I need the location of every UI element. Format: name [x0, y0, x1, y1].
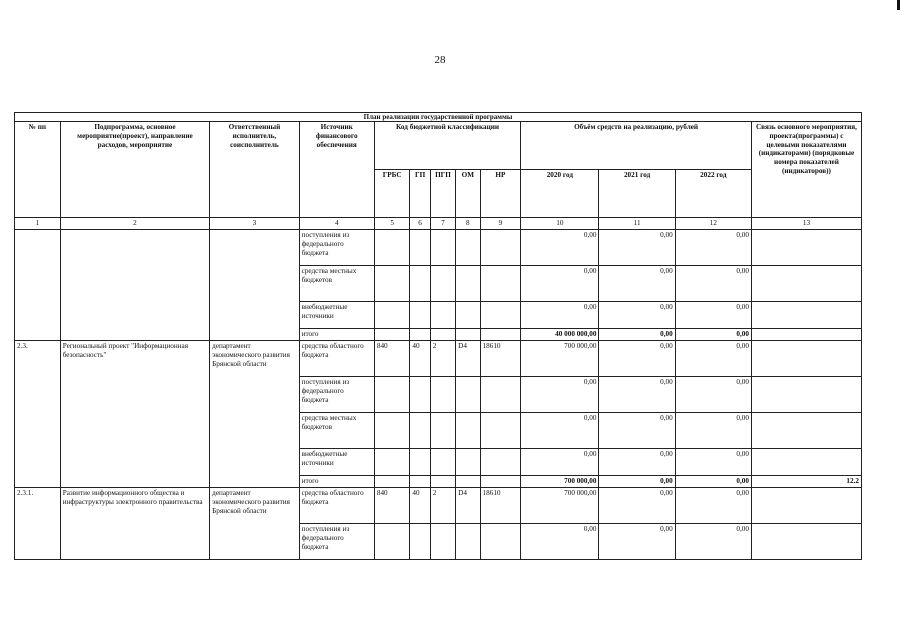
cell-nr: [480, 230, 521, 266]
column-number: 6: [410, 218, 430, 230]
cell-2020: 0,00: [521, 413, 599, 449]
cell-om: [456, 266, 480, 302]
column-number: 9: [480, 218, 521, 230]
cell-2020: 0,00: [521, 302, 599, 329]
header-nr: НР: [480, 170, 521, 218]
cell-pgp: [430, 449, 455, 476]
cell-om: [456, 413, 480, 449]
column-number: 7: [430, 218, 455, 230]
cell-pgp: [430, 230, 455, 266]
cell-name: Развитие информационного общества и инфраструктуры электронного правительства: [60, 488, 209, 560]
cell-pgp: 2: [430, 488, 455, 524]
column-number: 13: [751, 218, 861, 230]
cell-gp: 40: [410, 341, 430, 377]
cell-2021: 0,00: [599, 413, 675, 449]
cell-source: внебюджетные источники: [299, 449, 374, 476]
cell-num: 2.3.: [15, 341, 61, 488]
cell-gp: [410, 302, 430, 329]
cell-2022: 0,00: [675, 488, 751, 524]
header-executor: Ответственный исполнитель, соисполнитель: [210, 122, 299, 218]
cell-grbs: 840: [374, 488, 410, 524]
table-row: [15, 488, 862, 524]
cell-2020: 700 000,00: [521, 476, 599, 488]
cell-om: D4: [456, 341, 480, 377]
cell-2020: 0,00: [521, 449, 599, 476]
cell-2020: 0,00: [521, 230, 599, 266]
cell-source: средства областного бюджета: [299, 341, 374, 377]
cell-link: [751, 413, 861, 449]
cell-executor: департамент экономического развития Брянской области: [210, 488, 299, 560]
cell-2022: 0,00: [675, 524, 751, 560]
cell-2021: 0,00: [599, 377, 675, 413]
cell-2022: 0,00: [675, 302, 751, 329]
header-link: Связь основного мероприятия, проекта(программы) с целевыми показателями (индикаторами) (порядковые номера показателей (индикаторов)): [751, 122, 861, 218]
cell-nr: [480, 302, 521, 329]
cell-nr: 18610: [480, 488, 521, 524]
cell-grbs: [374, 377, 410, 413]
cell-2021: 0,00: [599, 230, 675, 266]
header-gp: ГП: [410, 170, 430, 218]
cell-gp: [410, 266, 430, 302]
cell-om: [456, 302, 480, 329]
cell-om: [456, 377, 480, 413]
header-year-2020: 2020 год: [521, 170, 599, 218]
cell-grbs: [374, 413, 410, 449]
header-year-2022: 2022 год: [675, 170, 751, 218]
cell-num: 2.3.1.: [15, 488, 61, 560]
cell-2021: 0,00: [599, 341, 675, 377]
cell-gp: [410, 329, 430, 341]
cell-2021: 0,00: [599, 524, 675, 560]
cell-2020: 40 000 000,00: [521, 329, 599, 341]
cell-grbs: [374, 266, 410, 302]
table-title: План реализации государственной программы: [15, 113, 862, 122]
cell-2022: 0,00: [675, 341, 751, 377]
cell-om: D4: [456, 488, 480, 524]
cell-2020: 700 000,00: [521, 341, 599, 377]
cell-pgp: [430, 302, 455, 329]
cell-gp: [410, 524, 430, 560]
column-number: 4: [299, 218, 374, 230]
cell-gp: [410, 230, 430, 266]
cell-link: [751, 449, 861, 476]
column-number: 12: [675, 218, 751, 230]
cell-2021: 0,00: [599, 302, 675, 329]
cell-link: [751, 230, 861, 266]
cell-2020: 0,00: [521, 377, 599, 413]
cell-pgp: [430, 377, 455, 413]
cell-grbs: [374, 524, 410, 560]
cell-nr: [480, 329, 521, 341]
header-source: Источник финансового обеспечения: [299, 122, 374, 218]
table-row: [15, 230, 862, 266]
header-volume: Объём средств на реализацию, рублей: [521, 122, 752, 170]
cell-nr: [480, 377, 521, 413]
cell-pgp: [430, 476, 455, 488]
column-number: 1: [15, 218, 61, 230]
cell-source: итого: [299, 476, 374, 488]
cell-pgp: 2: [430, 341, 455, 377]
header-subprogram: Подпрограмма, основное мероприятие(проект), направление расходов, мероприятие: [60, 122, 209, 218]
column-number: 11: [599, 218, 675, 230]
cell-link: [751, 266, 861, 302]
column-number: 5: [374, 218, 410, 230]
cell-grbs: [374, 476, 410, 488]
cell-grbs: 840: [374, 341, 410, 377]
column-number: 10: [521, 218, 599, 230]
header-pgp: ПГП: [430, 170, 455, 218]
cell-gp: [410, 377, 430, 413]
cell-2022: 0,00: [675, 266, 751, 302]
cell-om: [456, 524, 480, 560]
cell-link: 12.2: [751, 476, 861, 488]
cell-2021: 0,00: [599, 449, 675, 476]
cell-source: внебюджетные источники: [299, 302, 374, 329]
column-number-row: [15, 218, 862, 230]
cell-2020: 0,00: [521, 524, 599, 560]
header-year-2021: 2021 год: [599, 170, 675, 218]
header-row-1: [15, 122, 862, 170]
cell-nr: [480, 413, 521, 449]
cell-link: [751, 341, 861, 377]
cell-num: [15, 230, 61, 341]
cell-2022: 0,00: [675, 413, 751, 449]
column-number: 3: [210, 218, 299, 230]
cell-grbs: [374, 230, 410, 266]
page-edge-mark: [897, 0, 900, 10]
cell-pgp: [430, 329, 455, 341]
cell-link: [751, 302, 861, 329]
header-num: № пп: [15, 122, 61, 218]
page-number: 28: [434, 54, 446, 66]
cell-nr: [480, 524, 521, 560]
cell-nr: [480, 476, 521, 488]
cell-grbs: [374, 449, 410, 476]
cell-link: [751, 524, 861, 560]
cell-om: [456, 329, 480, 341]
table-row: [15, 341, 862, 377]
cell-source: поступления из федерального бюджета: [299, 524, 374, 560]
cell-2020: 700 000,00: [521, 488, 599, 524]
cell-source: средства местных бюджетов: [299, 413, 374, 449]
table-title-row: [15, 113, 862, 122]
cell-nr: [480, 266, 521, 302]
column-number: 2: [60, 218, 209, 230]
cell-pgp: [430, 413, 455, 449]
cell-gp: 40: [410, 488, 430, 524]
cell-2022: 0,00: [675, 329, 751, 341]
cell-nr: [480, 449, 521, 476]
cell-source: средства областного бюджета: [299, 488, 374, 524]
column-number: 8: [456, 218, 480, 230]
cell-om: [456, 230, 480, 266]
cell-nr: 18610: [480, 341, 521, 377]
cell-executor: департамент экономического развития Брянской области: [210, 341, 299, 488]
cell-source: средства местных бюджетов: [299, 266, 374, 302]
cell-name: [60, 230, 209, 341]
header-grbs: ГРБС: [374, 170, 410, 218]
cell-link: [751, 329, 861, 341]
cell-2022: 0,00: [675, 449, 751, 476]
cell-grbs: [374, 302, 410, 329]
cell-executor: [210, 230, 299, 341]
header-om: ОМ: [456, 170, 480, 218]
cell-pgp: [430, 524, 455, 560]
cell-2021: 0,00: [599, 266, 675, 302]
cell-2022: 0,00: [675, 230, 751, 266]
cell-source: поступления из федерального бюджета: [299, 377, 374, 413]
cell-om: [456, 449, 480, 476]
cell-gp: [410, 449, 430, 476]
cell-2021: 0,00: [599, 329, 675, 341]
cell-2022: 0,00: [675, 377, 751, 413]
cell-source: поступления из федерального бюджета: [299, 230, 374, 266]
cell-2020: 0,00: [521, 266, 599, 302]
header-budget-code: Код бюджетной классификации: [374, 122, 520, 170]
cell-grbs: [374, 329, 410, 341]
cell-source: итого: [299, 329, 374, 341]
cell-om: [456, 476, 480, 488]
cell-2022: 0,00: [675, 476, 751, 488]
cell-2021: 0,00: [599, 488, 675, 524]
cell-2021: 0,00: [599, 476, 675, 488]
implementation-plan-table: [14, 112, 862, 560]
cell-gp: [410, 476, 430, 488]
cell-link: [751, 377, 861, 413]
cell-pgp: [430, 266, 455, 302]
cell-name: Региональный проект "Информационная безопасность": [60, 341, 209, 488]
cell-link: [751, 488, 861, 524]
cell-gp: [410, 413, 430, 449]
